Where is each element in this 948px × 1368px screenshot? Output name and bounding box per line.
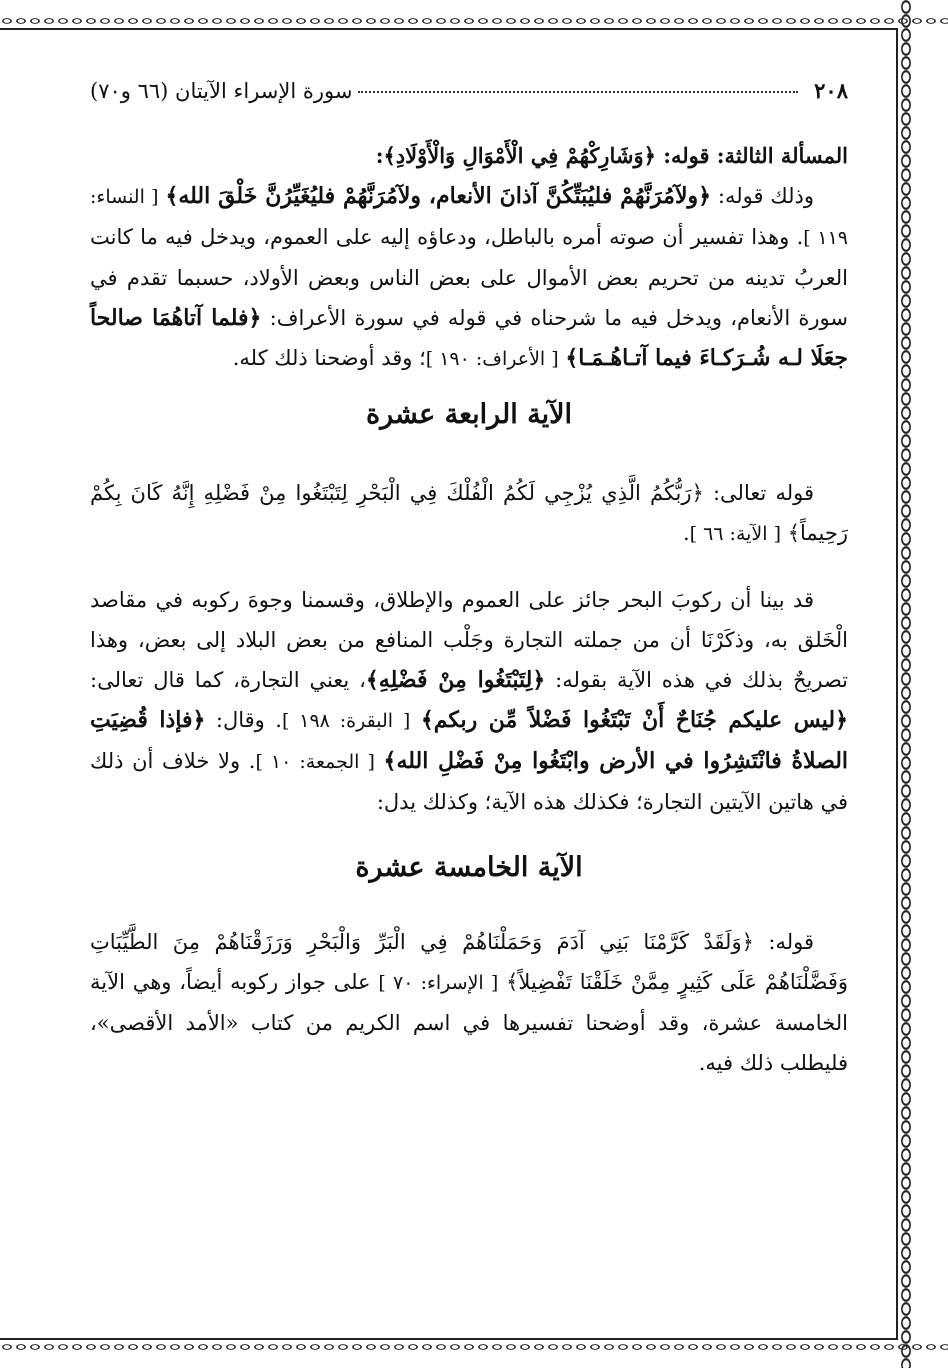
quran-quote: ﴿ولآمُرَنَّهُمْ فليُبَتِّكُنَّ آذانَ الأنعام، ولآمُرَنَّهُمْ فليُغَيِّرُنَّ خَلْقَ الله﴾ bbox=[165, 183, 712, 209]
issue-title-text: المسألة الثالثة: قوله: ﴿وَشَارِكْهُمْ فِي الْأَمْوَالِ وَالْأَوْلَادِ﴾: bbox=[375, 143, 848, 168]
quran-quote: ﴿لِتَبْتَغُوا مِنْ فَضْلِهِ﴾ bbox=[365, 667, 546, 693]
text-run: قد بينا أن ركوبَ البحر جائز على العموم والإطلاق، وقسمنا وجوهَ ركوبه في مقاصد الْخَلق به، وذكَرْنَا أن من جملته التجارة وجَلْب المنافع من بعض البلاد إلى بعض، وهذا تصريحٌ بذلك في هذه الآية بقوله: bbox=[90, 588, 848, 692]
text-run: . bbox=[682, 521, 690, 545]
running-head bbox=[90, 78, 848, 118]
verse-reference: [ البقرة: ١٩٨ ] bbox=[281, 710, 411, 732]
surah-title: سورة الإسراء الآيتان (٦٦ و٧٠) bbox=[90, 79, 353, 103]
bottom-border-ornament bbox=[0, 1340, 948, 1354]
quran-quote: ﴿ليس عليكم جُنَاحٌ أَنْ تَبْتَغُوا فَضْلاً مِّن ربكم﴾ bbox=[420, 707, 848, 733]
bottom-border-line bbox=[0, 1338, 898, 1340]
right-border-line bbox=[896, 28, 898, 1340]
quran-quote: ﴿فإذا قُضِيَتِ الصلاةُ فانْتَشِرُوا في الأرض وابْتَغُوا مِنْ فَضْلِ الله﴾ bbox=[90, 707, 849, 774]
verse-reference: [ الجمعة: ١٠ ] bbox=[255, 751, 375, 773]
text-run: قوله تعالى: bbox=[703, 481, 814, 505]
text-run: ، يعني التجارة، كما قال تعالى: bbox=[90, 668, 366, 692]
page-content bbox=[90, 78, 848, 1083]
section-heading-14: الآية الرابعة عشرة bbox=[365, 399, 573, 430]
commentary-paragraph bbox=[90, 580, 848, 822]
verse-reference: [ النساء: ١١٩ ] bbox=[90, 186, 848, 249]
text-run: وذلك قوله: bbox=[711, 184, 814, 208]
issue-title bbox=[90, 136, 848, 176]
verse-reference: [ الأعراف: ١٩٠ ] bbox=[425, 348, 559, 370]
text-run: . وقال: bbox=[205, 708, 282, 732]
issue-paragraph bbox=[90, 176, 848, 379]
text-run: . ولا خلاف أن ذلك في هاتين الآيتين التجارة؛ فكذلك هذه الآية؛ وكذلك يدل: bbox=[90, 749, 848, 814]
section-heading-15: الآية الخامسة عشرة bbox=[355, 852, 583, 883]
text-run: على جواز ركوبه أيضاً، وهي الآية الخامسة عشرة، وقد أوضحنا تفسيرها في اسم الكريم من كتاب «الأمد الأقصى»، فليطلب ذلك فيه. bbox=[90, 970, 848, 1075]
top-border-ornament bbox=[0, 14, 948, 28]
top-border-line bbox=[0, 28, 898, 30]
text-run: قوله: bbox=[753, 930, 814, 954]
text-run: . وهذا تفسير أن صوته أمره بالباطل، ودعاؤه إليه على العموم، ويدخل فيه ما كانت العربُ تدينه من تحريم بعض الأموال على بعض الناس وبعض الأولاد، حسبما تقدم في سورة الأنعام، ويدخل فيه ما شرحناه في قوله في سورة الأعراف: bbox=[90, 225, 848, 330]
right-border-ornament bbox=[898, 0, 914, 1368]
quran-quote: ﴿رَبُّكُمُ الَّذِي يُزْجِي لَكُمُ الْفُلْكَ فِي الْبَحْرِ لِتَبْتَغُوا مِنْ فَضْلِهِ إِنَّهُ كَانَ بِكُمْ رَحِيماً﴾ bbox=[90, 481, 848, 545]
verse-paragraph bbox=[90, 473, 848, 554]
verse-reference: [ الإسراء: ٧٠ ] bbox=[378, 972, 499, 994]
page-number: ٢٠٨ bbox=[814, 78, 848, 103]
text-run: ؛ وقد أوضحنا ذلك كله. bbox=[232, 346, 426, 370]
quran-quote: ﴿فلما آتاهُمَا صالحاً جعَلَا لـه شُـرَكـاءَ فيما آتـاهُـمَـا﴾ bbox=[90, 305, 848, 371]
dot-leader bbox=[358, 91, 798, 93]
quran-quote: ﴿وَلَقَدْ كَرَّمْنَا بَنِي آدَمَ وَحَمَلْنَاهُمْ فِي الْبَرِّ وَالْبَحْرِ وَرَزَقْنَاهُمْ مِنَ الطَّيِّبَاتِ وَفَضَّلْنَاهُمْ عَلَى كَثِيرٍ مِمَّنْ خَلَقْنَا تَفْضِيلاً﴾ bbox=[90, 930, 849, 994]
verse-reference: [ الآية: ٦٦ ] bbox=[689, 523, 781, 545]
verse-paragraph bbox=[90, 922, 848, 1083]
